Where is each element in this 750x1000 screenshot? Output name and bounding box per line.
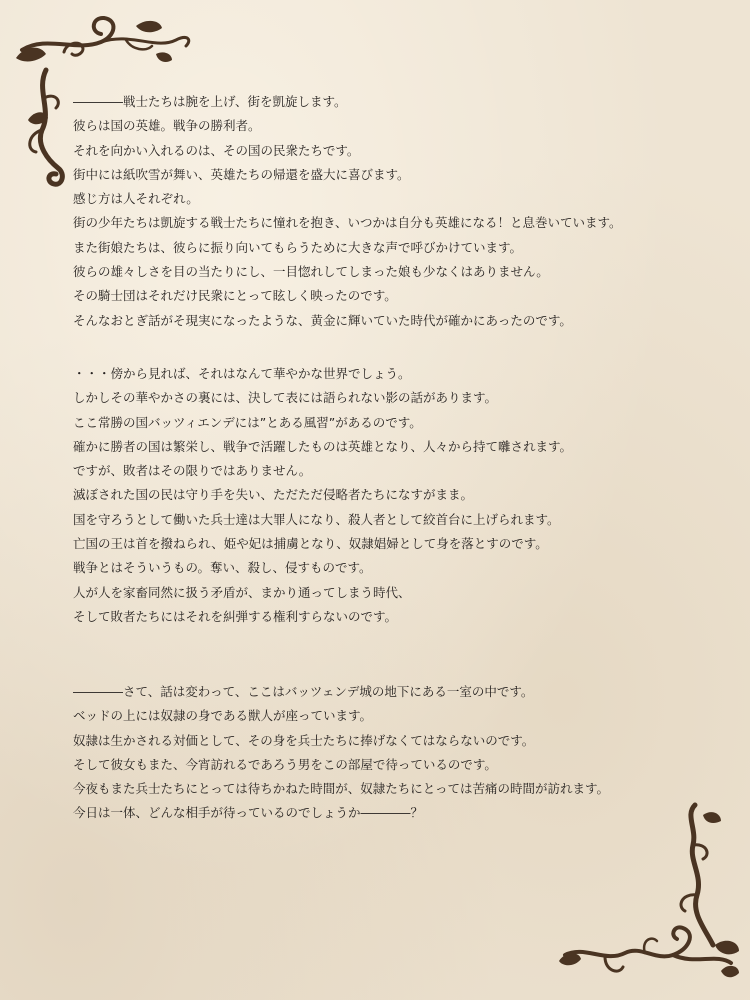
text-line: 奴隷は生かされる対価として、その身を兵士たちに捧げなくてはならないのです。 <box>73 732 535 748</box>
text-line: 今夜もまた兵士たちにとっては待ちかねた時間が、奴隷たちにとっては苦痛の時間が訪れます。 <box>73 781 610 797</box>
text-line: 滅ぼされた国の民は守り手を失い、ただただ侵略者たちになすがまま。 <box>73 487 474 503</box>
text-line: 人が人を家畜同然に扱う矛盾が、まかり通ってしまう時代、 <box>73 584 411 600</box>
intro-paragraph <box>73 90 713 333</box>
text-line: 彼らは国の英雄。戦争の勝利者。 <box>73 118 261 134</box>
text-line: ここ常勝の国バッツィエンデには”とある風習”があるのです。 <box>73 414 422 430</box>
shadow-story-paragraph <box>73 362 713 629</box>
text-line: ――――戦士たちは腕を上げ、街を凱旋します。 <box>73 94 347 109</box>
scene-change-paragraph <box>73 680 713 826</box>
text-line: 街中には紙吹雪が舞い、英雄たちの帰還を盛大に喜びます。 <box>73 166 410 182</box>
text-line: 感じ方は人それぞれ。 <box>73 191 199 207</box>
text-line: ――――さて、話は変わって、ここはバッツェンデ城の地下にある一室の中です。 <box>73 684 534 699</box>
text-line: 亡国の王は首を撥ねられ、姫や妃は捕虜となり、奴隷娼婦として身を落とすのです。 <box>73 536 548 552</box>
text-line: 今日は一体、どんな相手が待っているのでしょうか――――？ <box>73 805 424 821</box>
text-line: また街娘たちは、彼らに振り向いてもらうために大きな声で呼びかけています。 <box>73 239 523 255</box>
text-line: 街の少年たちは凱旋する戦士たちに憧れを抱き、いつかは自分も英雄になる！と息巻いています。 <box>73 215 622 231</box>
text-line: ・・・傍から見れば、それはなんて華やかな世界でしょう。 <box>73 366 411 381</box>
text-line: 彼らの雄々しさを目の当たりにし、一目惚れしてしまった娘も少なくはありません。 <box>73 264 549 280</box>
text-line: しかしその華やかさの裏には、決して表には語られない影の話があります。 <box>73 390 498 406</box>
text-line: ですが、敗者はその限りではありません。 <box>73 463 312 479</box>
text-line: そして彼女もまた、今宵訪れるであろう男をこの部屋で待っているのです。 <box>73 756 497 772</box>
text-line: 戦争とはそういうもの。奪い、殺し、侵すものです。 <box>73 560 372 576</box>
text-line: そして敗者たちにはそれを糾弾する権利すらないのです。 <box>73 608 398 624</box>
text-line: 確かに勝者の国は繁栄し、戦争で活躍したものは英雄となり、人々から持て囃されます。 <box>73 438 573 454</box>
text-line: 国を守ろうとして働いた兵士達は大罪人になり、殺人者として絞首台に上げられます。 <box>73 511 560 527</box>
text-line: ベッドの上には奴隷の身である獣人が座っています。 <box>73 708 373 724</box>
text-line: そんなおとぎ話がそ現実になったような、黄金に輝いていた時代が確かにあったのです。 <box>73 312 572 328</box>
text-line: その騎士団はそれだけ民衆にとって眩しく映ったのです。 <box>73 288 397 304</box>
text-line: それを向かい入れるのは、その国の民衆たちです。 <box>73 142 360 158</box>
